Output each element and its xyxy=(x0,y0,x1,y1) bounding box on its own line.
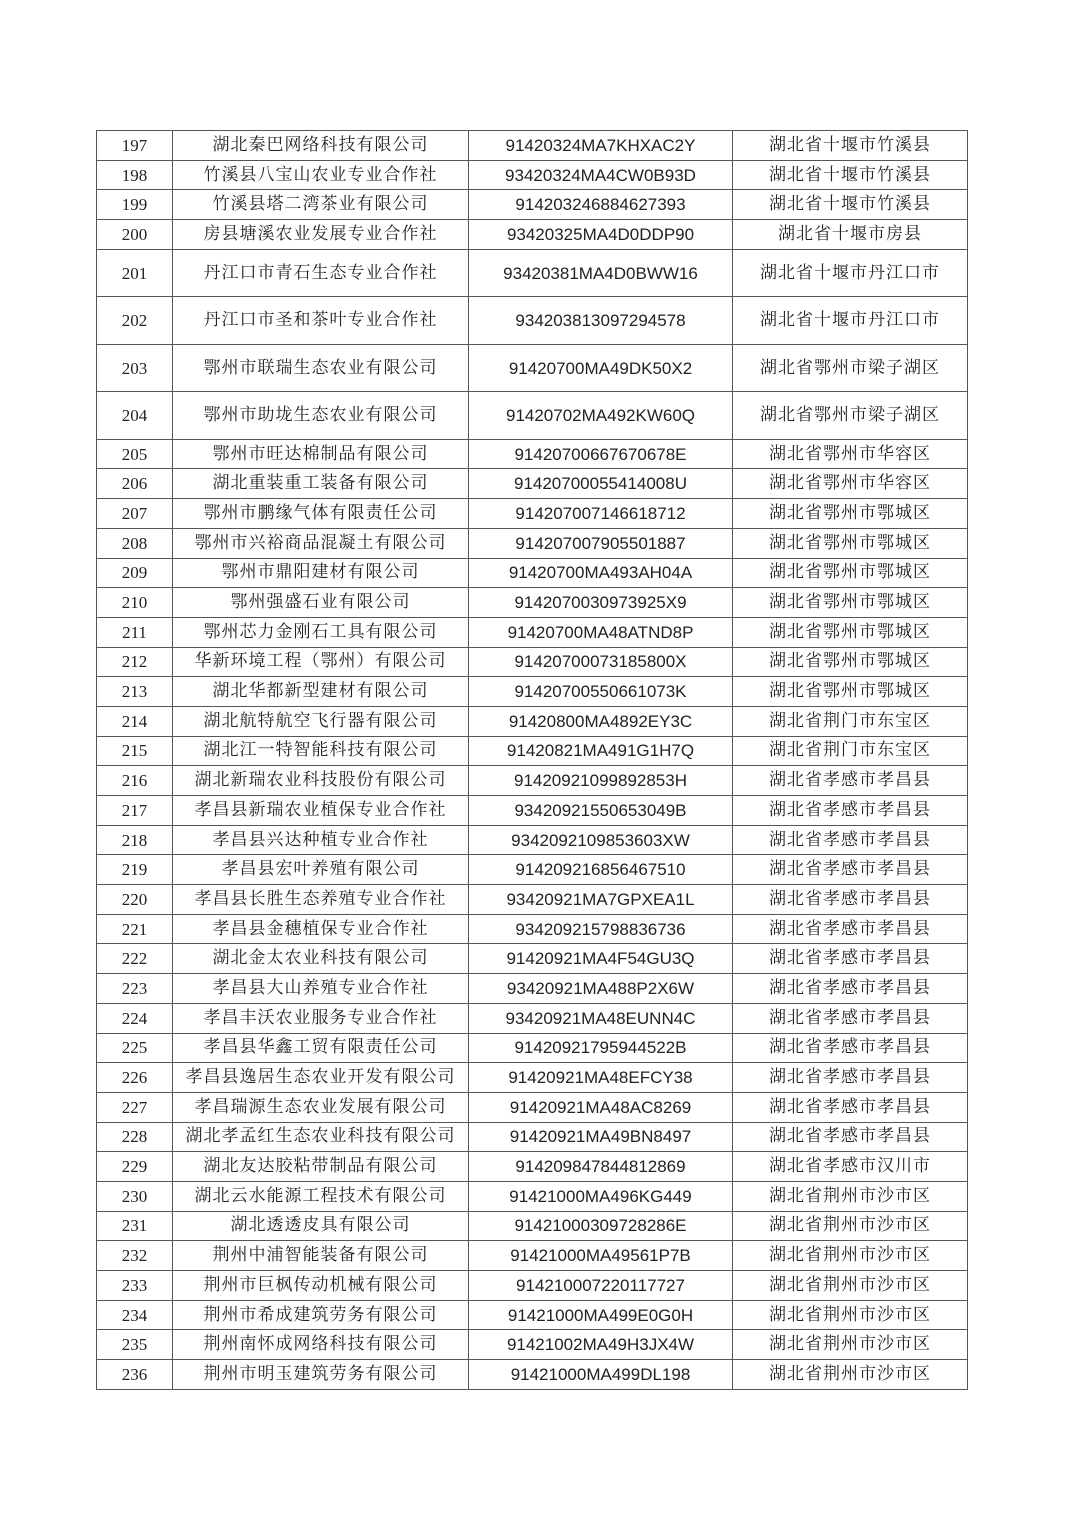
company-name-cell: 鄂州市鼎阳建材有限公司 xyxy=(173,558,469,588)
credit-code-cell: 914207007146618712 xyxy=(469,499,733,529)
table-row xyxy=(97,439,968,469)
credit-code-cell: 91420700055414008U xyxy=(469,469,733,499)
row-number-cell: 199 xyxy=(97,190,173,220)
credit-code-cell: 91420702MA492KW60Q xyxy=(469,392,733,440)
location-cell: 湖北省孝感市孝昌县 xyxy=(733,974,968,1004)
table-row xyxy=(97,1271,968,1301)
credit-code-cell: 91421000MA499E0G0H xyxy=(469,1300,733,1330)
credit-code-cell: 9142070030973925X9 xyxy=(469,588,733,618)
location-cell: 湖北省十堰市竹溪县 xyxy=(733,160,968,190)
table-row xyxy=(97,617,968,647)
table-row xyxy=(97,825,968,855)
location-cell: 湖北省鄂州市鄂城区 xyxy=(733,677,968,707)
company-name-cell: 竹溪县塔二湾茶业有限公司 xyxy=(173,190,469,220)
credit-code-cell: 91421000309728286E xyxy=(469,1211,733,1241)
row-number-cell: 230 xyxy=(97,1181,173,1211)
credit-code-cell: 91420821MA491G1H7Q xyxy=(469,736,733,766)
company-name-cell: 华新环境工程（鄂州）有限公司 xyxy=(173,647,469,677)
location-cell: 湖北省十堰市房县 xyxy=(733,220,968,250)
table-row xyxy=(97,944,968,974)
credit-code-cell: 91420324MA7KHXAC2Y xyxy=(469,131,733,161)
company-name-cell: 孝昌县宏叶养殖有限公司 xyxy=(173,855,469,885)
table-row xyxy=(97,1211,968,1241)
credit-code-cell: 91420921MA48EFCY38 xyxy=(469,1063,733,1093)
row-number-cell: 228 xyxy=(97,1122,173,1152)
table-row xyxy=(97,392,968,440)
table-row xyxy=(97,528,968,558)
credit-code-cell: 914209216856467510 xyxy=(469,855,733,885)
company-name-cell: 孝昌瑞源生态农业发展有限公司 xyxy=(173,1092,469,1122)
company-name-cell: 鄂州市鹏缘气体有限责任公司 xyxy=(173,499,469,529)
credit-code-cell: 91420921MA49BN8497 xyxy=(469,1122,733,1152)
credit-code-cell: 91420921MA4F54GU3Q xyxy=(469,944,733,974)
credit-code-cell: 93420324MA4CW0B93D xyxy=(469,160,733,190)
location-cell: 湖北省荆州市沙市区 xyxy=(733,1181,968,1211)
credit-code-cell: 91420700MA49DK50X2 xyxy=(469,344,733,392)
company-name-cell: 鄂州市旺达棉制品有限公司 xyxy=(173,439,469,469)
row-number-cell: 219 xyxy=(97,855,173,885)
company-name-cell: 房县塘溪农业发展专业合作社 xyxy=(173,220,469,250)
row-number-cell: 213 xyxy=(97,677,173,707)
table-row xyxy=(97,706,968,736)
location-cell: 湖北省鄂州市鄂城区 xyxy=(733,647,968,677)
row-number-cell: 202 xyxy=(97,297,173,345)
company-name-cell: 孝昌县逸居生态农业开发有限公司 xyxy=(173,1063,469,1093)
location-cell: 湖北省十堰市丹江口市 xyxy=(733,297,968,345)
row-number-cell: 223 xyxy=(97,974,173,1004)
table-row xyxy=(97,914,968,944)
row-number-cell: 209 xyxy=(97,558,173,588)
location-cell: 湖北省荆州市沙市区 xyxy=(733,1241,968,1271)
location-cell: 湖北省孝感市孝昌县 xyxy=(733,796,968,826)
row-number-cell: 226 xyxy=(97,1063,173,1093)
row-number-cell: 224 xyxy=(97,1003,173,1033)
company-name-cell: 孝昌丰沃农业服务专业合作社 xyxy=(173,1003,469,1033)
row-number-cell: 225 xyxy=(97,1033,173,1063)
company-name-cell: 鄂州强盛石业有限公司 xyxy=(173,588,469,618)
table-row xyxy=(97,1152,968,1182)
row-number-cell: 212 xyxy=(97,647,173,677)
credit-code-cell: 91420700550661073K xyxy=(469,677,733,707)
row-number-cell: 222 xyxy=(97,944,173,974)
company-name-cell: 荆州南怀成网络科技有限公司 xyxy=(173,1330,469,1360)
row-number-cell: 198 xyxy=(97,160,173,190)
table-row xyxy=(97,1300,968,1330)
location-cell: 湖北省鄂州市梁子湖区 xyxy=(733,344,968,392)
company-name-cell: 湖北秦巴网络科技有限公司 xyxy=(173,131,469,161)
table-row xyxy=(97,588,968,618)
location-cell: 湖北省荆州市沙市区 xyxy=(733,1271,968,1301)
company-name-cell: 鄂州市兴裕商品混凝土有限公司 xyxy=(173,528,469,558)
credit-code-cell: 91421000MA49561P7B xyxy=(469,1241,733,1271)
table-row xyxy=(97,160,968,190)
company-name-cell: 孝昌县新瑞农业植保专业合作社 xyxy=(173,796,469,826)
credit-code-cell: 93420921MA488P2X6W xyxy=(469,974,733,1004)
table-row xyxy=(97,1181,968,1211)
row-number-cell: 235 xyxy=(97,1330,173,1360)
row-number-cell: 200 xyxy=(97,220,173,250)
company-name-cell: 竹溪县八宝山农业专业合作社 xyxy=(173,160,469,190)
table-row xyxy=(97,297,968,345)
credit-code-cell: 91421000MA496KG449 xyxy=(469,1181,733,1211)
row-number-cell: 206 xyxy=(97,469,173,499)
row-number-cell: 234 xyxy=(97,1300,173,1330)
credit-code-cell: 91421002MA49H3JX4W xyxy=(469,1330,733,1360)
credit-code-cell: 91420700073185800X xyxy=(469,647,733,677)
table-row xyxy=(97,1092,968,1122)
row-number-cell: 201 xyxy=(97,249,173,297)
location-cell: 湖北省鄂州市鄂城区 xyxy=(733,617,968,647)
company-name-cell: 孝昌县金穗植保专业合作社 xyxy=(173,914,469,944)
location-cell: 湖北省鄂州市鄂城区 xyxy=(733,528,968,558)
credit-code-cell: 93420921MA48EUNN4C xyxy=(469,1003,733,1033)
row-number-cell: 204 xyxy=(97,392,173,440)
company-name-cell: 湖北重装重工装备有限公司 xyxy=(173,469,469,499)
company-name-cell: 湖北友达胶粘带制品有限公司 xyxy=(173,1152,469,1182)
table-row xyxy=(97,249,968,297)
location-cell: 湖北省孝感市孝昌县 xyxy=(733,944,968,974)
location-cell: 湖北省孝感市孝昌县 xyxy=(733,914,968,944)
company-name-cell: 孝昌县华鑫工贸有限责任公司 xyxy=(173,1033,469,1063)
location-cell: 湖北省孝感市孝昌县 xyxy=(733,766,968,796)
location-cell: 湖北省鄂州市华容区 xyxy=(733,469,968,499)
location-cell: 湖北省鄂州市鄂城区 xyxy=(733,588,968,618)
company-name-cell: 孝昌县兴达种植专业合作社 xyxy=(173,825,469,855)
table-row xyxy=(97,499,968,529)
location-cell: 湖北省孝感市孝昌县 xyxy=(733,855,968,885)
credit-code-cell: 93420921550653049B xyxy=(469,796,733,826)
location-cell: 湖北省荆门市东宝区 xyxy=(733,706,968,736)
location-cell: 湖北省荆州市沙市区 xyxy=(733,1300,968,1330)
row-number-cell: 221 xyxy=(97,914,173,944)
location-cell: 湖北省孝感市孝昌县 xyxy=(733,825,968,855)
row-number-cell: 215 xyxy=(97,736,173,766)
company-name-cell: 湖北华都新型建材有限公司 xyxy=(173,677,469,707)
table-row xyxy=(97,1241,968,1271)
credit-code-cell: 914203246884627393 xyxy=(469,190,733,220)
location-cell: 湖北省孝感市孝昌县 xyxy=(733,1063,968,1093)
company-name-cell: 湖北孝孟红生态农业科技有限公司 xyxy=(173,1122,469,1152)
credit-code-cell: 91420921099892853H xyxy=(469,766,733,796)
company-name-cell: 鄂州市联瑞生态农业有限公司 xyxy=(173,344,469,392)
row-number-cell: 208 xyxy=(97,528,173,558)
company-name-cell: 湖北云水能源工程技术有限公司 xyxy=(173,1181,469,1211)
table-row xyxy=(97,1122,968,1152)
row-number-cell: 203 xyxy=(97,344,173,392)
table-row xyxy=(97,469,968,499)
credit-code-cell: 914207007905501887 xyxy=(469,528,733,558)
location-cell: 湖北省荆州市沙市区 xyxy=(733,1211,968,1241)
credit-code-cell: 9342092109853603XW xyxy=(469,825,733,855)
row-number-cell: 211 xyxy=(97,617,173,647)
row-number-cell: 220 xyxy=(97,885,173,915)
company-name-cell: 湖北新瑞农业科技股份有限公司 xyxy=(173,766,469,796)
location-cell: 湖北省孝感市孝昌县 xyxy=(733,1122,968,1152)
company-name-cell: 荆州市希成建筑劳务有限公司 xyxy=(173,1300,469,1330)
company-name-cell: 荆州市巨枫传动机械有限公司 xyxy=(173,1271,469,1301)
table-row xyxy=(97,885,968,915)
table-row xyxy=(97,1330,968,1360)
row-number-cell: 207 xyxy=(97,499,173,529)
location-cell: 湖北省荆州市沙市区 xyxy=(733,1330,968,1360)
row-number-cell: 216 xyxy=(97,766,173,796)
company-list-table xyxy=(96,130,968,1390)
table-row xyxy=(97,766,968,796)
row-number-cell: 233 xyxy=(97,1271,173,1301)
table-row xyxy=(97,1003,968,1033)
credit-code-cell: 93420381MA4D0BWW16 xyxy=(469,249,733,297)
row-number-cell: 217 xyxy=(97,796,173,826)
table-row xyxy=(97,1033,968,1063)
company-name-cell: 湖北航特航空飞行器有限公司 xyxy=(173,706,469,736)
row-number-cell: 205 xyxy=(97,439,173,469)
row-number-cell: 214 xyxy=(97,706,173,736)
credit-code-cell: 93420921MA7GPXEA1L xyxy=(469,885,733,915)
location-cell: 湖北省鄂州市华容区 xyxy=(733,439,968,469)
location-cell: 湖北省鄂州市鄂城区 xyxy=(733,499,968,529)
company-name-cell: 荆州市明玉建筑劳务有限公司 xyxy=(173,1360,469,1390)
location-cell: 湖北省荆门市东宝区 xyxy=(733,736,968,766)
table-row xyxy=(97,736,968,766)
credit-code-cell: 914209847844812869 xyxy=(469,1152,733,1182)
location-cell: 湖北省十堰市丹江口市 xyxy=(733,249,968,297)
location-cell: 湖北省十堰市竹溪县 xyxy=(733,190,968,220)
row-number-cell: 197 xyxy=(97,131,173,161)
company-name-cell: 孝昌县长胜生态养殖专业合作社 xyxy=(173,885,469,915)
table-row xyxy=(97,855,968,885)
row-number-cell: 210 xyxy=(97,588,173,618)
credit-code-cell: 91420700MA48ATND8P xyxy=(469,617,733,647)
row-number-cell: 229 xyxy=(97,1152,173,1182)
table-row xyxy=(97,344,968,392)
company-name-cell: 丹江口市圣和茶叶专业合作社 xyxy=(173,297,469,345)
company-name-cell: 丹江口市青石生态专业合作社 xyxy=(173,249,469,297)
credit-code-cell: 91420800MA4892EY3C xyxy=(469,706,733,736)
row-number-cell: 232 xyxy=(97,1241,173,1271)
row-number-cell: 236 xyxy=(97,1360,173,1390)
company-name-cell: 湖北透透皮具有限公司 xyxy=(173,1211,469,1241)
company-name-cell: 鄂州芯力金刚石工具有限公司 xyxy=(173,617,469,647)
table-row xyxy=(97,1063,968,1093)
credit-code-cell: 91421000MA499DL198 xyxy=(469,1360,733,1390)
location-cell: 湖北省孝感市孝昌县 xyxy=(733,885,968,915)
table-row xyxy=(97,796,968,826)
location-cell: 湖北省荆州市沙市区 xyxy=(733,1360,968,1390)
table-row xyxy=(97,558,968,588)
credit-code-cell: 934209215798836736 xyxy=(469,914,733,944)
credit-code-cell: 934203813097294578 xyxy=(469,297,733,345)
row-number-cell: 227 xyxy=(97,1092,173,1122)
company-name-cell: 湖北金太农业科技有限公司 xyxy=(173,944,469,974)
credit-code-cell: 93420325MA4D0DDP90 xyxy=(469,220,733,250)
location-cell: 湖北省鄂州市梁子湖区 xyxy=(733,392,968,440)
table-row xyxy=(97,1360,968,1390)
table-row xyxy=(97,190,968,220)
table-row xyxy=(97,974,968,1004)
location-cell: 湖北省孝感市汉川市 xyxy=(733,1152,968,1182)
location-cell: 湖北省孝感市孝昌县 xyxy=(733,1092,968,1122)
company-name-cell: 湖北江一特智能科技有限公司 xyxy=(173,736,469,766)
table-row xyxy=(97,220,968,250)
credit-code-cell: 91420700667670678E xyxy=(469,439,733,469)
credit-code-cell: 91420921MA48AC8269 xyxy=(469,1092,733,1122)
table-body xyxy=(97,131,968,1390)
credit-code-cell: 914210007220117727 xyxy=(469,1271,733,1301)
company-name-cell: 孝昌县大山养殖专业合作社 xyxy=(173,974,469,1004)
row-number-cell: 231 xyxy=(97,1211,173,1241)
location-cell: 湖北省十堰市竹溪县 xyxy=(733,131,968,161)
company-name-cell: 荆州中浦智能装备有限公司 xyxy=(173,1241,469,1271)
company-name-cell: 鄂州市助垅生态农业有限公司 xyxy=(173,392,469,440)
location-cell: 湖北省孝感市孝昌县 xyxy=(733,1003,968,1033)
credit-code-cell: 91420700MA493AH04A xyxy=(469,558,733,588)
location-cell: 湖北省鄂州市鄂城区 xyxy=(733,558,968,588)
credit-code-cell: 91420921795944522B xyxy=(469,1033,733,1063)
table-row xyxy=(97,647,968,677)
table-row xyxy=(97,131,968,161)
table-row xyxy=(97,677,968,707)
location-cell: 湖北省孝感市孝昌县 xyxy=(733,1033,968,1063)
row-number-cell: 218 xyxy=(97,825,173,855)
